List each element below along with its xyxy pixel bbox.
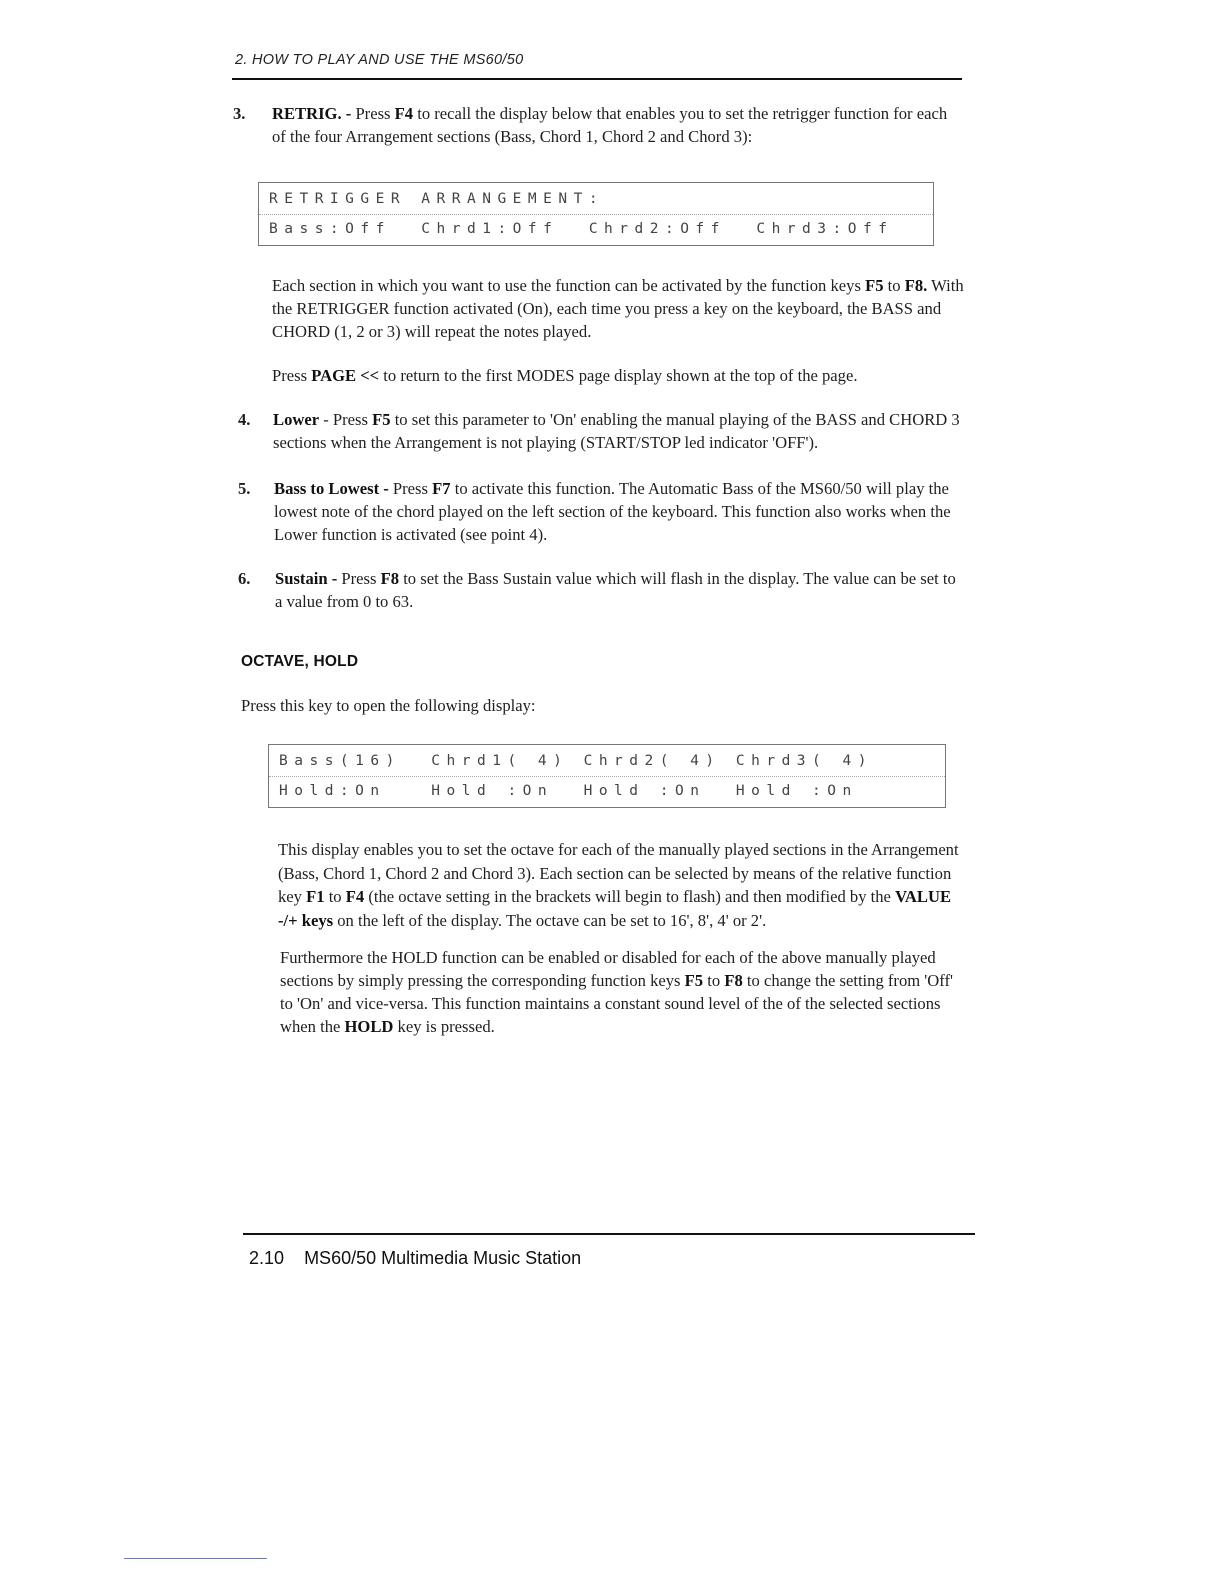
item-5-bass-to-lowest: Bass to Lowest - Press F7 to activate this function. The Automatic Bass of the MS60/50 will play the lowest note of the chord played on the left section of the keyboard. This function also works when the Lower function is activated (see point 4). [274, 479, 951, 544]
header-rule [232, 78, 962, 80]
item-4-number: 4. [238, 410, 251, 429]
key-f4: F4 [394, 104, 414, 123]
item-4-lower: Lower - Press F5 to set this parameter to 'On' enabling the manual playing of the BASS and CHORD 3 sections when the Arrangement is not playing (START/STOP led indicator 'OFF'). [273, 410, 960, 452]
retrig-explanation: Each section in which you want to use the function can be activated by the function keys F5 to F8. With the RETRIGGER function activated (On), each time you press a key on the keyboard, the BASS and CHORD (1, 2 or 3) will repeat the notes played. [272, 276, 964, 341]
item-6-sustain: Sustain - Press F8 to set the Bass Sustain value which will flash in the display. The value can be set to a value from 0 to 63. [275, 569, 956, 611]
retrigger-display-line-1: RETRIGGER ARRANGEMENT: [269, 191, 605, 207]
scan-artifact-line [124, 1558, 267, 1559]
section-heading-octave-hold: OCTAVE, HOLD [241, 653, 359, 670]
term-lower: Lower [273, 410, 320, 429]
page-number: 2.10 [249, 1248, 285, 1268]
octave-explanation: This display enables you to set the octave for each of the manually played sections in the Arrangement (Bass, Chord 1, Chord 2 and Chord 3). Each section can be selected by means of the relative function key F1 to F4 (the octave setting in the brackets will begin to flash) and then modified by the VALUE -/+ keys on the left of the display. The octave can be set to 16', 8', 4' or 2'. [278, 840, 959, 930]
display-divider [259, 214, 933, 215]
term-bass-to-lowest: Bass to Lowest - [274, 479, 389, 498]
item-3-number: 3. [233, 104, 246, 123]
retrigger-display-line-2: Bass:Off Chrd1:Off Chrd2:Off Chrd3:Off [269, 221, 894, 237]
retrigger-display [258, 182, 934, 246]
item-3-retrig: RETRIG. - Press F4 to recall the display below that enables you to set the retrigger function for each of the four Arrangement sections (Bass, Chord 1, Chord 2 and Chord 3): [272, 104, 948, 146]
term-sustain: Sustain - [275, 569, 338, 588]
running-head: 2. HOW TO PLAY AND USE THE MS60/50 [235, 52, 524, 68]
hold-explanation: Furthermore the HOLD function can be enabled or disabled for each of the above manually played sections by simply pressing the corresponding function keys F5 to F8 to change the setting from 'Off' to 'On' and vice-versa. This function maintains a constant sound level of the of the selected sections when the HOLD key is pressed. [280, 948, 954, 1036]
item-6-number: 6. [238, 569, 251, 588]
octave-display-line-2: Hold:On Hold :On Hold :On Hold :On [279, 783, 858, 799]
display-divider [269, 776, 945, 777]
footer [249, 1248, 581, 1269]
term-retrig: RETRIG. - [272, 104, 352, 123]
product-name: MS60/50 Multimedia Music Station [304, 1248, 582, 1268]
octave-hold-display [268, 744, 946, 808]
item-5-number: 5. [238, 479, 251, 498]
footer-rule [243, 1233, 975, 1235]
octave-intro: Press this key to open the following display: [241, 696, 536, 715]
page-return-instruction: Press PAGE << to return to the first MODES page display shown at the top of the page. [272, 366, 858, 385]
octave-display-line-1: Bass(16) Chrd1( 4) Chrd2( 4) Chrd3( 4) [279, 753, 873, 769]
